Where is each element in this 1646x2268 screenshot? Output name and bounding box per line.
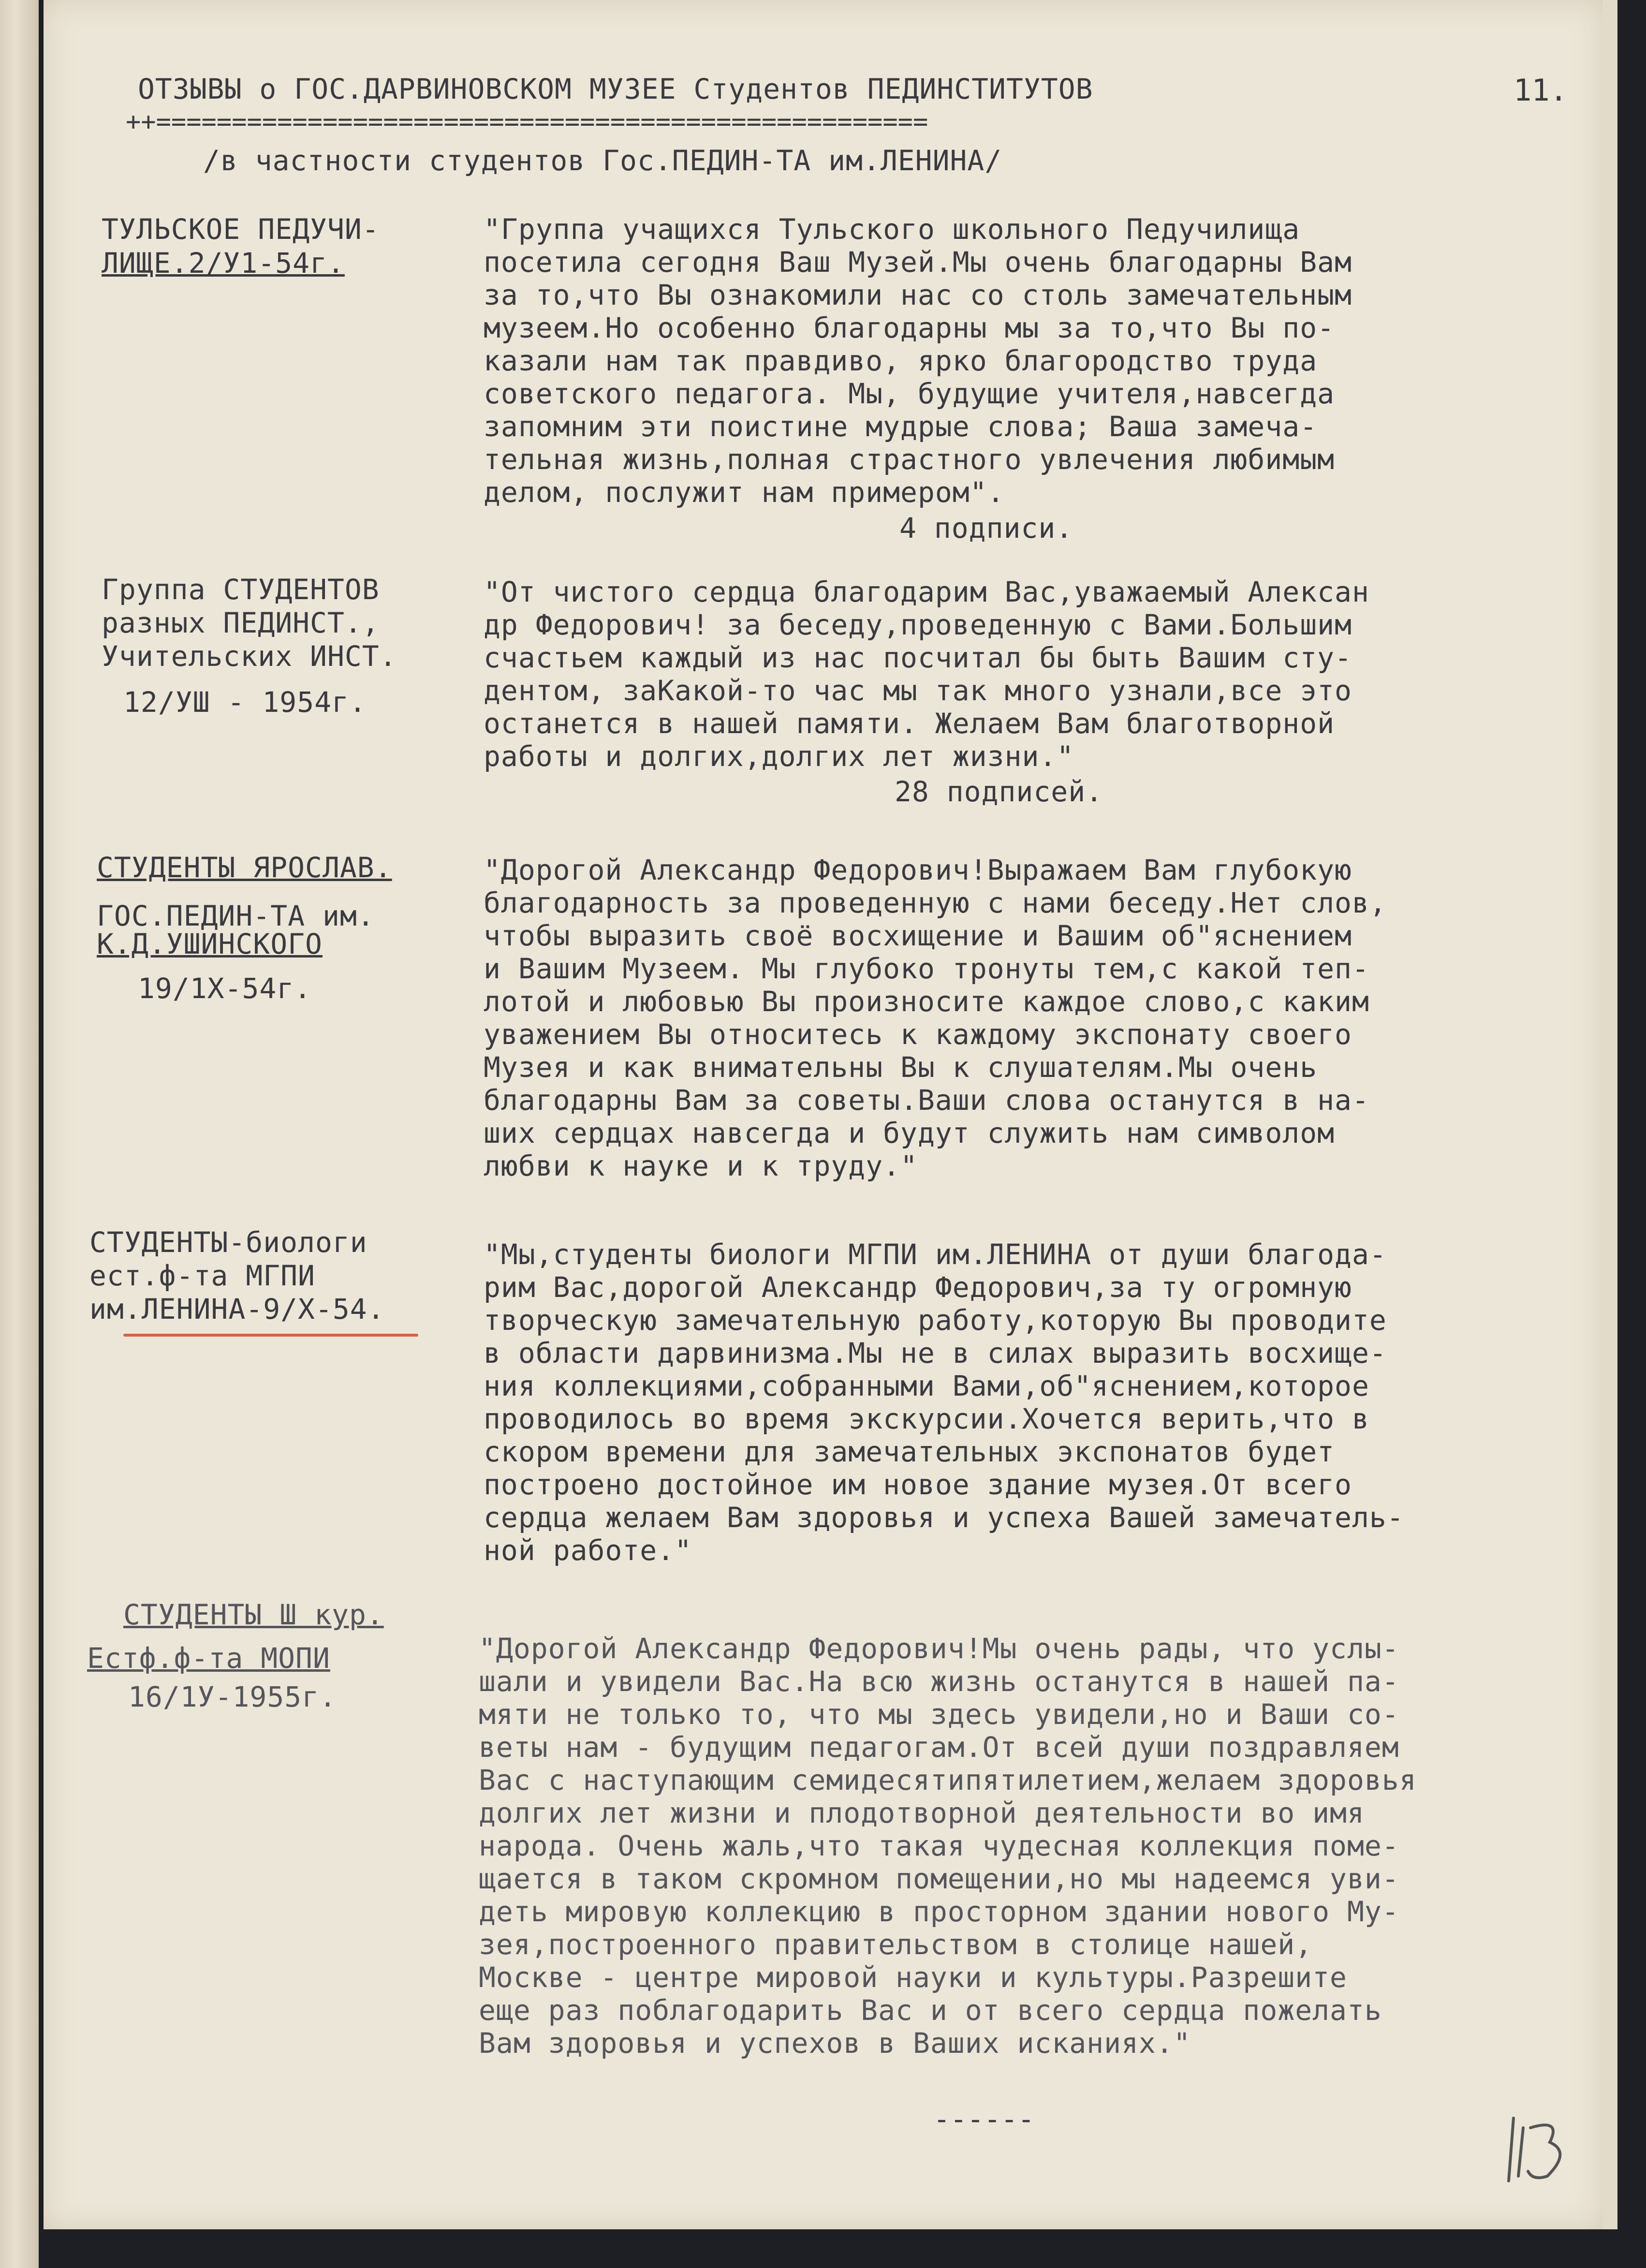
text-line: счастьем каждый из нас посчитал бы быть Вашим сту- [484,641,1352,674]
handwritten-page-number [1504,2108,1576,2186]
entry-source-line: К.Д.УШИНСКОГО [97,928,323,960]
entry-source-line: СТУДЕНТЫ Ш кур. [123,1598,384,1631]
text-line: музеем.Но особенно благодарны мы за то,что Вы по- [484,311,1335,344]
entry-source-line: Группа СТУДЕНТОВ [102,573,380,606]
signatures-count: 4 подписи. [899,512,1073,545]
text-line: проводилось во время экскурсии.Хочется верить,что в [484,1402,1369,1435]
entry-source-line: разных ПЕДИНСТ., [102,606,380,639]
text-line: "Группа учащихся Тульского школьного Педучилища [484,213,1300,246]
text-line: др Федорович! за беседу,проведенную с Вами.Большим [484,608,1352,641]
entry-source-line: Естф.ф-та МОПИ [87,1642,330,1675]
text-line: зея,построенного правительством в столице нашей, [479,1928,1313,1961]
entry-source-line: СТУДЕНТЫ ЯРОСЛАВ. [97,851,392,884]
end-mark: ------ [933,2103,1035,2135]
text-line: ших сердцах навсегда и будут служить нам символом [484,1117,1335,1149]
entry-source-line: 16/1У-1955г. [128,1680,337,1713]
text-line: скором времени для замечательных экспонатов будет [484,1435,1335,1468]
text-line: запомним эти поистине мудрые слова; Ваша замеча- [484,410,1318,443]
text-line: долгих лет жизни и плодотворной деятельности во имя [479,1797,1365,1829]
text-line: "От чистого сердца благодарим Вас,уважаемый Алексан [484,575,1369,608]
text-line: останется в нашей памяти. Желаем Вам благотворной [484,707,1335,740]
text-line: еще раз поблагодарить Вас и от всего сердца пожелать [479,1994,1382,2027]
text-line: благодарность за проведенную с нами беседу.Нет слов, [484,886,1387,919]
text-line: Музея и как внимательны Вы к слушателям.Мы очень [484,1051,1318,1084]
text-line: за то,что Вы ознакомили нас со столь замечательным [484,279,1352,311]
text-line: любви к науке и к труду." [484,1149,918,1182]
text-line: казали нам так правдиво, ярко благородство труда [484,344,1318,377]
text-line: работы и долгих,долгих лет жизни." [484,740,1074,773]
header-rule: ++=================================================== [126,107,928,136]
entry-source-line: 12/УШ - 1954г. [123,686,367,719]
text-line: рим Вас,дорогой Александр Федорович,за ту огромную [484,1271,1352,1304]
text-line: "Мы,студенты биологи МГПИ им.ЛЕНИНА от души благода- [484,1238,1387,1271]
text-line: Москве - центре мировой науки и культуры.Разрешите [479,1961,1347,1994]
entry-source-line: им.ЛЕНИНА-9/Х-54. [89,1293,385,1325]
text-line: "Дорогой Александр Федорович!Выражаем Вам глубокую [484,854,1352,886]
page-edge [1603,0,1617,2229]
text-line: построено достойное им новое здание музея.От всего [484,1468,1352,1501]
text-line: творческую замечательную работу,которую Вы проводите [484,1304,1387,1337]
text-line: лотой и любовью Вы произносите каждое слово,с каким [484,985,1369,1018]
text-line: в области дарвинизма.Мы не в силах выразить восхище- [484,1337,1387,1370]
text-line: дентом, заКакой-то час мы так много узнали,все это [484,674,1352,707]
text-line: благодарны Вам за советы.Ваши слова останутся в на- [484,1084,1369,1117]
text-line: веты нам - будущим педагогам.От всей души поздравляем [479,1731,1399,1764]
entry-source-line: ТУЛЬСКОЕ ПЕДУЧИ- [102,213,380,246]
text-line: советского педагога. Мы, будущие учителя,навсегда [484,377,1335,410]
text-line: ния коллекциями,собранными Вами,об"яснением,которое [484,1370,1369,1402]
text-line: уважением Вы относитесь к каждому экспонату своего [484,1018,1352,1051]
text-line: чтобы выразить своё восхищение и Вашим об"яснением [484,919,1352,952]
document-title: ОТЗЫВЫ о ГОС.ДАРВИНОВСКОМ МУЗЕЕ Студентов ПЕДИНСТИТУТОВ [138,73,1093,105]
text-line: деть мировую коллекцию в просторном здании нового Му- [479,1895,1399,1928]
text-line: тельная жизнь,полная страстного увлечения любимым [484,443,1335,476]
text-line: и Вашим Музеем. Мы глубоко тронуты тем,с какой теп- [484,952,1369,985]
text-line: народа. Очень жаль,что такая чудесная коллекция поме- [479,1829,1399,1862]
text-line: щается в таком скромном помещении,но мы надеемся уви- [479,1862,1399,1895]
red-pencil-underline [123,1334,418,1337]
entry-source-line: ГОС.ПЕДИН-ТА им. [97,899,375,932]
entry-source-line: Учительских ИНСТ. [102,640,397,673]
text-line: "Дорогой Александр Федорович!Мы очень рады, что услы- [479,1632,1399,1665]
document-subtitle: /в частности студентов Гос.ПЕДИН-ТА им.ЛЕНИНА/ [203,144,1002,177]
text-line: ной работе." [484,1534,692,1567]
page-number: 11. [1514,73,1568,108]
text-line: делом, послужит нам примером". [484,476,1005,509]
text-line: шали и увидели Вас.На всю жизнь останутся в нашей па- [479,1665,1399,1698]
entry-source-line: 19/1Х-54г. [138,972,312,1005]
text-line: мяти не только то, что мы здесь увидели,но и Ваши со- [479,1698,1399,1731]
text-line: Вам здоровья и успехов в Ваших исканиях." [479,2027,1191,2060]
signatures-count: 28 подписей. [895,775,1103,808]
text-line: сердца желаем Вам здоровья и успеха Вашей замечатель- [484,1501,1404,1534]
text-line: посетила сегодня Ваш Музей.Мы очень благодарны Вам [484,246,1352,279]
entry-source-line: ест.ф-та МГПИ [89,1259,315,1292]
text-line: Вас с наступающим семидесятипятилетием,желаем здоровья [479,1764,1417,1797]
entry-source-line: ЛИЩЕ.2/У1-54г. [102,247,345,280]
binder-edge [0,0,39,2268]
entry-source-line: СТУДЕНТЫ-биологи [89,1226,367,1259]
